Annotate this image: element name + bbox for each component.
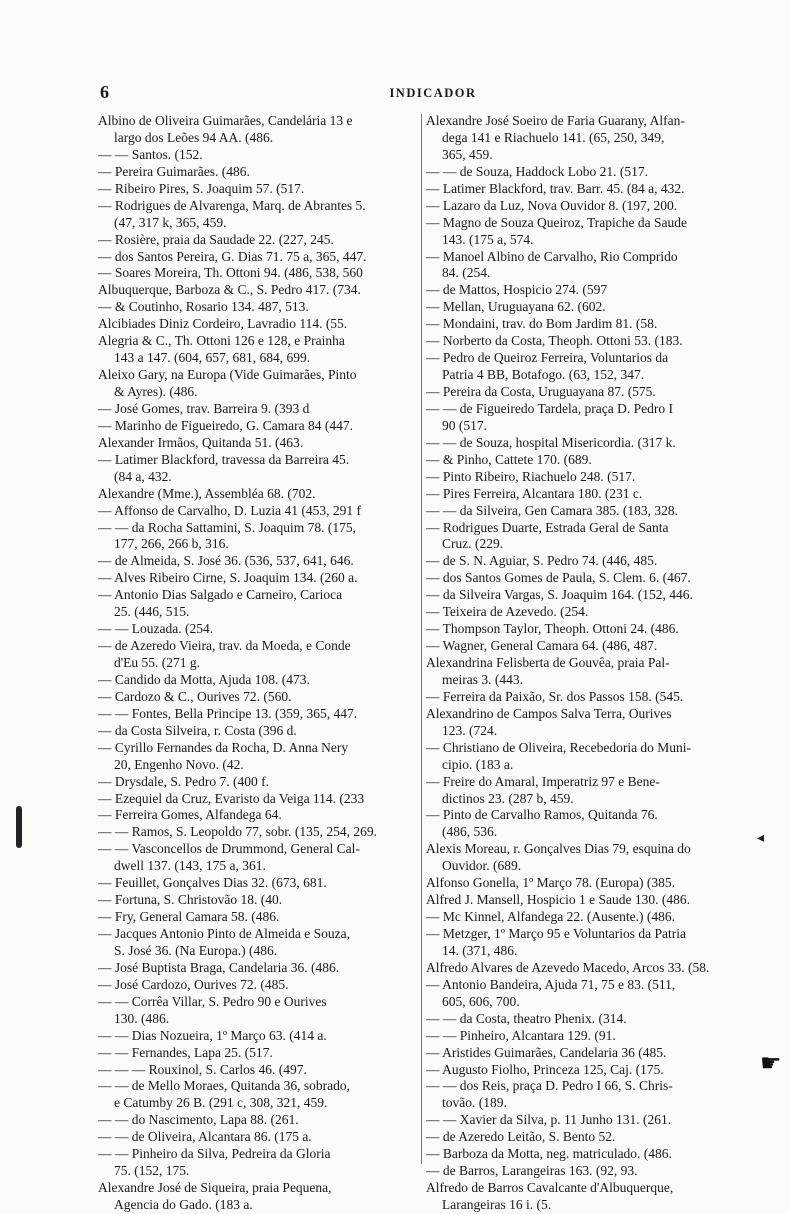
directory-line: — Fry, General Camara 58. (486. — [98, 909, 280, 925]
directory-line: — Jacques Antonio Pinto de Almeida e Souza, — [98, 926, 350, 941]
directory-line: cipio. (183 a. — [442, 756, 514, 772]
directory-line: Ouvidor. (689. — [442, 858, 522, 874]
directory-line: 123. (724. — [442, 722, 498, 738]
directory-line: — Ribeiro Pires, S. Joaquim 57. (517. — [98, 180, 305, 196]
directory-line: — José Buptista Braga, Candelaria 36. (486. — [98, 959, 340, 975]
directory-line: — — Pinheiro, Alcantara 129. (91. — [426, 1027, 616, 1043]
directory-line: — — Vasconcellos de Drummond, General Cal- — [98, 841, 360, 857]
directory-line: Alexandrina Felisberta de Gouvêa, praia Pal- — [426, 655, 670, 670]
directory-line: (84 a, 432. — [114, 468, 172, 484]
directory-line: — Fortuna, S. Christovão 18. (40. — [98, 892, 283, 908]
directory-line: Agencia do Gado. (183 a. — [114, 1197, 253, 1212]
directory-line: — & Pinho, Cattete 170. (689. — [426, 451, 592, 467]
directory-line: — & Coutinho, Rosario 134. 487, 513. — [98, 299, 309, 315]
directory-line: — Magno de Souza Queiroz, Trapiche da Saude — [426, 214, 687, 230]
directory-line: Aleixo Gary, na Europa (Vide Guimarães, Pinto — [98, 367, 357, 383]
directory-line: — Lazaro da Luz, Nova Ouvidor 8. (197, 200. — [426, 197, 678, 213]
directory-line: — — Fernandes, Lapa 25. (517. — [98, 1044, 273, 1060]
page-header — [98, 82, 768, 104]
ink-smudge-icon — [16, 806, 22, 848]
directory-line: Alexandrino de Campos Salva Terra, Ourives — [426, 705, 672, 721]
directory-line: Alfonso Gonella, 1º Março 78. (Europa) (385. — [426, 875, 675, 891]
directory-line: — Mondaini, trav. do Bom Jardim 81. (58. — [426, 316, 658, 332]
directory-line: — Rosière, praia da Saudade 22. (227, 245. — [98, 231, 334, 247]
directory-line: — — de Oliveira, Alcantara 86. (175 a. — [98, 1129, 312, 1145]
directory-line: — — da Silveira, Gen Camara 385. (183, 328. — [426, 502, 678, 518]
directory-line: Alfredo de Barros Cavalcante d'Albuquerque, — [426, 1180, 674, 1196]
directory-line: 90 (517. — [442, 417, 487, 433]
directory-line: — da Costa Silveira, r. Costa (396 d. — [98, 722, 297, 738]
directory-line: — Candido da Motta, Ajuda 108. (473. — [98, 671, 310, 687]
directory-line: — — dos Reis, praça D. Pedro I 66, S. Chris- — [426, 1078, 673, 1094]
directory-line: — dos Santos Pereira, G. Dias 71. 75 a, 365, 447. — [98, 248, 367, 264]
directory-line: S. José 36. (Na Europa.) (486. — [114, 942, 278, 958]
directory-line: 20, Engenho Novo. (42. — [114, 756, 244, 772]
directory-line: 75. (152, 175. — [114, 1163, 190, 1179]
directory-line: — Antonio Bandeira, Ajuda 71, 75 e 83. (511, — [426, 976, 676, 992]
directory-line: Alfred J. Mansell, Hospicio 1 e Saude 130. (486. — [426, 892, 690, 908]
directory-line: — Pires Ferreira, Alcantara 180. (231 c. — [426, 485, 643, 501]
directory-line: — — de Figueiredo Tardela, praça D. Pedro I — [426, 400, 673, 416]
directory-line: (47, 317 k, 365, 459. — [114, 214, 227, 230]
directory-line: — Pereira da Costa, Uruguayana 87. (575. — [426, 384, 656, 399]
directory-line: — Freire do Amaral, Imperatriz 97 e Bene- — [426, 773, 660, 789]
directory-line: — de Mattos, Hospicio 274. (597 — [426, 282, 608, 298]
directory-line: 177, 266, 266 b, 316. — [114, 536, 229, 552]
directory-line: 143 a 147. (604, 657, 681, 684, 699. — [114, 350, 311, 366]
directory-line: & Ayres). (486. — [114, 384, 198, 399]
directory-line: — — — Rouxinol, S. Carlos 46. (497. — [98, 1061, 307, 1077]
directory-line: — Cyrillo Fernandes da Rocha, D. Anna Nery — [98, 739, 349, 755]
directory-line: — Antonio Dias Salgado e Carneiro, Carioca — [98, 587, 343, 603]
directory-line: dictinos 23. (287 b, 459. — [442, 790, 574, 806]
directory-line: — Alves Ribeiro Cirne, S. Joaquim 134. (260 a. — [98, 570, 358, 586]
directory-line: — Christiano de Oliveira, Recebedoria do Muni- — [426, 739, 692, 755]
directory-line: — Mc Kinnel, Alfandega 22. (Ausente.) (486. — [426, 909, 675, 925]
directory-line: Alexandre (Mme.), Assembléa 68. (702. — [98, 485, 316, 501]
directory-line: 130. (486. — [114, 1010, 170, 1026]
directory-line: Alcibiades Diniz Cordeiro, Lavradio 114. (55. — [98, 316, 348, 332]
directory-line: — Latimer Blackford, trav. Barr. 45. (84 a, 432. — [426, 180, 685, 196]
directory-line: 25. (446, 515. — [114, 604, 190, 620]
directory-line: Cruz. (229. — [442, 536, 504, 552]
running-title: INDICADOR — [389, 86, 477, 100]
directory-line: — de Barros, Larangeiras 163. (92, 93. — [426, 1163, 638, 1179]
directory-line: 84. (254. — [442, 265, 491, 281]
directory-line: — de Azeredo Vieira, trav. da Moeda, e Conde — [98, 638, 351, 654]
directory-line: — — Ramos, S. Leopoldo 77, sobr. (135, 254, 269. — [98, 824, 377, 840]
directory-line: largo dos Leões 94 AA. (486. — [114, 129, 274, 145]
directory-line: Alexandre José Soeiro de Faria Guarany, Alfan- — [426, 113, 685, 128]
directory-line: 365, 459. — [442, 146, 493, 162]
directory-line: — Latimer Blackford, travessa da Barreira 45. — [98, 451, 350, 467]
directory-line: — Thompson Taylor, Theoph. Ottoni 24. (486. — [426, 621, 679, 637]
directory-line: — — Santos. (152. — [98, 146, 203, 162]
directory-line: — Rodrigues Duarte, Estrada Geral de Santa — [426, 519, 669, 535]
directory-line: — — Corrêa Villar, S. Pedro 90 e Ourives — [98, 993, 327, 1009]
directory-line: — Manoel Albino de Carvalho, Rio Comprido — [426, 248, 678, 264]
directory-line: Albuquerque, Barboza & C., S. Pedro 417. (734. — [98, 282, 361, 298]
margin-tick-icon: ◂ — [757, 831, 765, 846]
directory-line: — José Cardozo, Ourives 72. (485. — [98, 976, 289, 992]
directory-line: Alexis Moreau, r. Gonçalves Dias 79, esquina do — [426, 841, 691, 857]
pointing-hand-icon: ☛ — [760, 1051, 782, 1077]
directory-line: — Marinho de Figueiredo, G. Camara 84 (447. — [98, 417, 353, 433]
directory-line: — de Azeredo Leitão, S. Bento 52. — [426, 1129, 616, 1145]
directory-line: — — Fontes, Bella Principe 13. (359, 365, 447. — [98, 705, 358, 721]
directory-line: dega 141 e Riachuelo 141. (65, 250, 349, — [442, 129, 665, 145]
directory-line: — Aristides Guimarães, Candelaria 36 (485. — [426, 1044, 667, 1060]
directory-line: — — da Rocha Sattamini, S. Joaquim 78. (175, — [98, 519, 356, 535]
directory-line: Patria 4 BB, Botafogo. (63, 152, 347. — [442, 367, 645, 383]
directory-line: Larangeiras 16 i. (5. — [442, 1197, 552, 1212]
directory-line: Alegria & C., Th. Ottoni 126 e 128, e Prainha — [98, 333, 345, 349]
directory-line: — Feuillet, Gonçalves Dias 32. (673, 681. — [98, 875, 327, 891]
directory-line: — Teixeira de Azevedo. (254. — [426, 604, 589, 620]
directory-line: (486, 536. — [442, 824, 498, 840]
directory-line: 143. (175 a, 574. — [442, 231, 534, 247]
directory-line: — Affonso de Carvalho, D. Luzia 41 (453, 291 f — [98, 502, 361, 518]
directory-line: Alexandre José de Siqueira, praia Pequena, — [98, 1180, 332, 1196]
directory-line: — Pereira Guimarães. (486. — [98, 163, 250, 179]
directory-line: Albino de Oliveira Guimarães, Candelária 13 e — [98, 113, 353, 128]
directory-line: dwell 137. (143, 175 a, 361. — [114, 858, 266, 874]
directory-line: Alfredo Alvares de Azevedo Macedo, Arcos 33. (58. — [426, 959, 710, 975]
directory-line: — Metzger, 1º Março 95 e Voluntarios da Patria — [426, 926, 686, 941]
directory-line: e Catumby 26 B. (291 c, 308, 321, 459. — [114, 1095, 328, 1111]
directory-line: — — de Souza, Haddock Lobo 21. (517. — [426, 163, 648, 179]
directory-line: 605, 606, 700. — [442, 993, 520, 1009]
directory-line: — Cardozo & C., Ourives 72. (560. — [98, 688, 292, 704]
directory-line: — — Pinheiro da Silva, Pedreira da Gloria — [98, 1146, 331, 1162]
directory-line: Alexander Irmãos, Quitanda 51. (463. — [98, 434, 304, 450]
page-number: 6 — [100, 82, 109, 102]
directory-line: meiras 3. (443. — [442, 671, 523, 687]
directory-line: — — Dias Nozueira, 1º Março 63. (414 a. — [98, 1027, 327, 1043]
directory-line: — Barboza da Motta, neg. matriculado. (486. — [426, 1146, 672, 1162]
directory-line: — — Xavier da Silva, p. 11 Junho 131. (261. — [426, 1112, 672, 1128]
left-column — [98, 113, 418, 1214]
directory-line: — da Silveira Vargas, S. Joaquim 164. (152, 446. — [426, 587, 693, 603]
directory-line: — de Almeida, S. José 36. (536, 537, 641, 646. — [98, 553, 354, 569]
right-column — [426, 113, 771, 1214]
directory-line: — — de Souza, hospital Misericordia. (317 k. — [426, 434, 676, 450]
directory-line: — Drysdale, S. Pedro 7. (400 f. — [98, 773, 269, 789]
directory-line: — — Louzada. (254. — [98, 621, 214, 637]
directory-line: — Norberto da Costa, Theoph. Ottoni 53. (183. — [426, 333, 683, 349]
directory-line: tovão. (189. — [442, 1095, 507, 1111]
column-divider — [421, 114, 422, 1164]
directory-line: — — do Nascimento, Lapa 88. (261. — [98, 1112, 299, 1128]
directory-line: — José Gomes, trav. Barreira 9. (393 d — [98, 400, 310, 416]
directory-line: — Pinto de Carvalho Ramos, Quitanda 76. — [426, 807, 658, 823]
directory-line: — Soares Moreira, Th. Ottoni 94. (486, 538, 560 — [98, 265, 363, 281]
directory-line: — Augusto Fiolho, Princeza 125, Caj. (175. — [426, 1061, 664, 1077]
directory-line: — de S. N. Aguiar, S. Pedro 74. (446, 485. — [426, 553, 658, 569]
directory-line: — — de Mello Moraes, Quitanda 36, sobrado, — [98, 1078, 350, 1094]
directory-line: — Mellan, Uruguayana 62. (602. — [426, 299, 606, 315]
directory-line: — Ferreira Gomes, Alfandega 64. — [98, 807, 282, 823]
directory-line: — Wagner, General Camara 64. (486, 487. — [426, 638, 658, 654]
directory-line: — Ezequiel da Cruz, Evaristo da Veiga 114. (233 — [98, 790, 365, 806]
directory-line: 14. (371, 486. — [442, 942, 518, 958]
directory-line: d'Eu 55. (271 g. — [114, 655, 201, 670]
directory-line: — dos Santos Gomes de Paula, S. Clem. 6. (467. — [426, 570, 691, 586]
directory-line: — Rodrigues de Alvarenga, Marq. de Abrantes 5. — [98, 197, 366, 213]
directory-line: — — da Costa, theatro Phenix. (314. — [426, 1010, 627, 1026]
directory-line: — Pinto Ribeiro, Riachuelo 248. (517. — [426, 468, 636, 484]
directory-line: — Ferreira da Paixão, Sr. dos Passos 158. (545. — [426, 688, 684, 704]
directory-line: — Pedro de Queiroz Ferreira, Voluntarios da — [426, 350, 669, 366]
